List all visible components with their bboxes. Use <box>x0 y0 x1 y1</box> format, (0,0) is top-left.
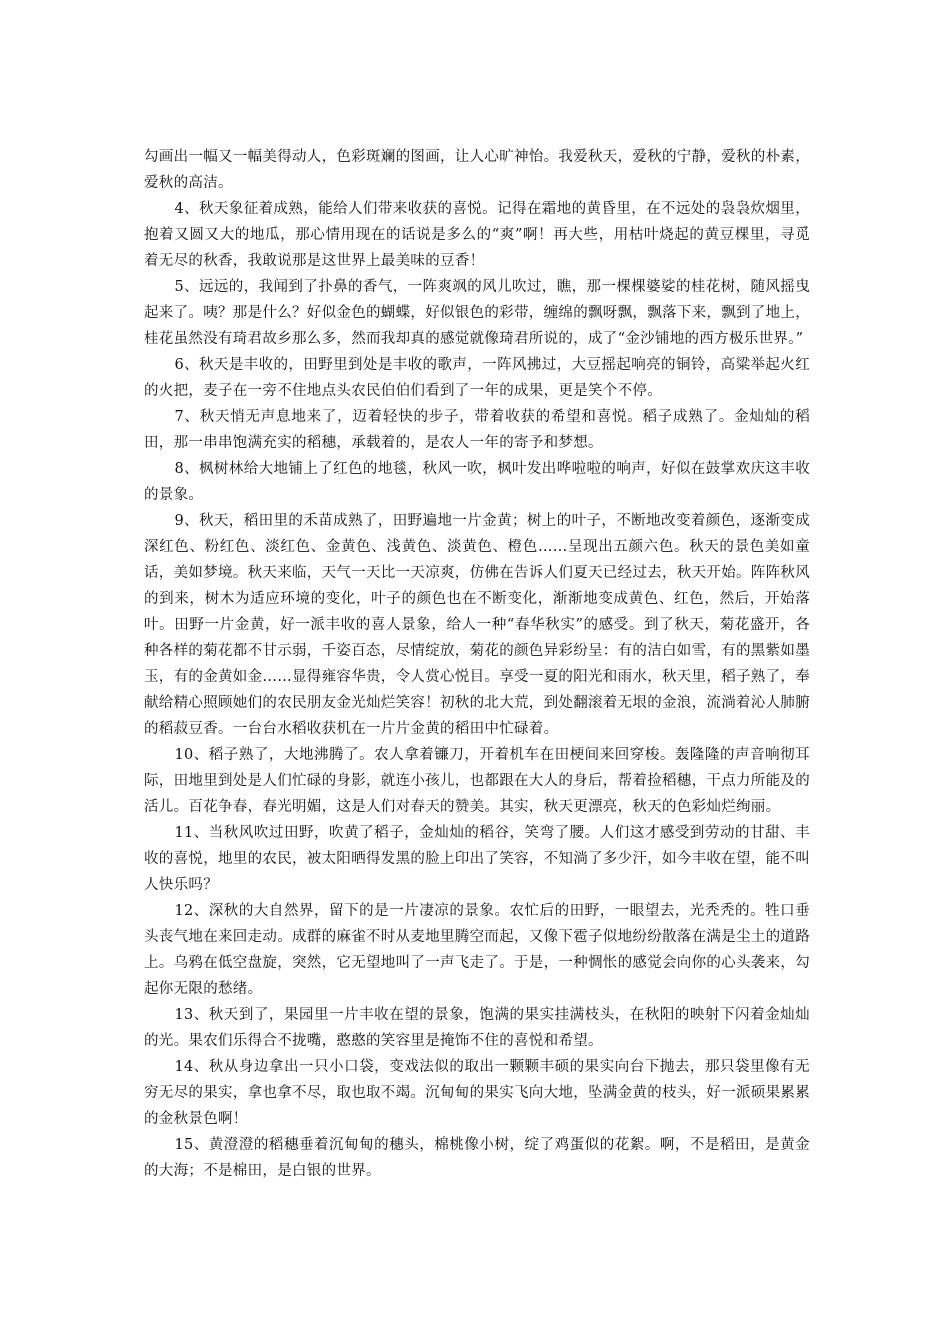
document-body <box>144 144 810 1184</box>
paragraph-7: 7、秋天悄无声息地来了，迈着轻快的步子，带着收获的希望和喜悦。稻子成熟了。金灿灿的稻田，那一串串饱满充实的稻穗，承载着的，是农人一年的寄予和梦想。 <box>144 409 810 451</box>
paragraph-5: 5、远远的，我闻到了扑鼻的香气，一阵爽飒的风儿吹过，瞧，那一棵棵婆娑的桂花树，随风摇曳起来了。咦？那是什么？好似金色的蝴蝶，好似银色的彩带，缠绵的飘呀飘，飘落下来，飘到了地上，桂花虽然没有琦君故乡那么多，然而我却真的感觉就像琦君所说的，成了“金沙铺地的西方极乐世界。” <box>144 279 810 347</box>
paragraph-continuation: 勾画出一幅又一幅美得动人，色彩斑斓的图画，让人心旷神怡。我爱秋天，爱秋的宁静，爱秋的朴素，爱秋的高洁。 <box>144 149 810 191</box>
paragraph-12: 12、深秋的大自然界，留下的是一片凄凉的景象。农忙后的田野，一眼望去，光秃秃的。牲口垂头丧气地在来回走动。成群的麻雀不时从麦地里腾空而起，又像下雹子似地纷纷散落在满是尘土的道路上。乌鸦在低空盘旋，突然，它无望地叫了一声飞走了。于是，一种惆怅的感觉会向你的心头袭来，勾起你无限的愁绪。 <box>144 903 810 997</box>
paragraph-11: 11、当秋风吹过田野，吹黄了稻子，金灿灿的稻谷，笑弯了腰。人们这才感受到劳动的甘甜、丰收的喜悦，地里的农民，被太阳晒得发黑的脸上印出了笑容，不知淌了多少汗，如今丰收在望，能不叫人快乐吗？ <box>144 825 810 893</box>
paragraph-8: 8、枫树林给大地铺上了红色的地毯，秋风一吹，枫叶发出哗啦啦的响声，好似在鼓掌欢庆这丰收的景象。 <box>144 461 810 503</box>
paragraph-14: 14、秋从身边拿出一只小口袋，变戏法似的取出一颗颗丰硕的果实向台下抛去，那只袋里像有无穷无尽的果实，拿也拿不尽，取也取不竭。沉甸甸的果实飞向大地，坠满金黄的枝头，好一派硕果累累的金秋景色啊！ <box>144 1059 810 1127</box>
paragraph-10: 10、稻子熟了，大地沸腾了。农人拿着镰刀，开着机车在田梗间来回穿梭。轰隆隆的声音响彻耳际，田地里到处是人们忙碌的身影，就连小孩儿，也都跟在大人的身后，帮着捡稻穗，干点力所能及的活儿。百花争春，春光明媚，这是人们对春天的赞美。其实，秋天更漂亮，秋天的色彩灿烂绚丽。 <box>144 747 810 815</box>
paragraph-9: 9、秋天，稻田里的禾苗成熟了，田野遍地一片金黄；树上的叶子，不断地改变着颜色，逐渐变成深红色、粉红色、淡红色、金黄色、浅黄色、淡黄色、橙色……呈现出五颜六色。秋天的景色美如童话，美如梦境。秋天来临，天气一天比一天凉爽，仿佛在告诉人们夏天已经过去，秋天开始。阵阵秋风的到来，树木为适应环境的变化，叶子的颜色也在不断变化，渐渐地变成黄色、红色，然后，开始落叶。田野一片金黄，好一派丰收的喜人景象，给人一种“春华秋实”的感受。到了秋天，菊花盛开，各种各样的菊花都不甘示弱，千姿百态，尽情绽放，菊花的颜色异彩纷呈：有的洁白如雪，有的黑紫如墨玉，有的金黄如金……显得雍容华贵，令人赏心悦目。享受一夏的阳光和雨水，秋天里，稻子熟了，奉献给精心照顾她们的农民朋友金光灿烂笑容！初秋的北大荒，到处翻滚着无垠的金浪，流淌着沁人肺腑的稻菽豆香。一台台水稻收获机在一片片金黄的稻田中忙碌着。 <box>144 513 810 737</box>
paragraph-4: 4、秋天象征着成熟，能给人们带来收获的喜悦。记得在霜地的黄昏里，在不远处的袅袅炊烟里，抱着又圆又大的地瓜，那心情用现在的话说是多么的“爽”啊！再大些，用枯叶烧起的黄豆棵里，寻觅着无尽的秋香，我敢说那是这世界上最美味的豆香！ <box>144 201 810 269</box>
paragraph-15: 15、黄澄澄的稻穗垂着沉甸甸的穗头，棉桃像小树，绽了鸡蛋似的花絮。啊，不是稻田，是黄金的大海；不是棉田，是白银的世界。 <box>144 1137 810 1179</box>
paragraph-6: 6、秋天是丰收的，田野里到处是丰收的歌声，一阵风拂过，大豆摇起响亮的铜铃，高粱举起火红的火把，麦子在一旁不住地点头农民伯伯们看到了一年的成果，更是笑个不停。 <box>144 357 810 399</box>
paragraph-13: 13、秋天到了，果园里一片丰收在望的景象，饱满的果实挂满枝头，在秋阳的映射下闪着金灿灿的光。果农们乐得合不拢嘴，憨憨的笑容里是掩饰不住的喜悦和希望。 <box>144 1007 810 1049</box>
